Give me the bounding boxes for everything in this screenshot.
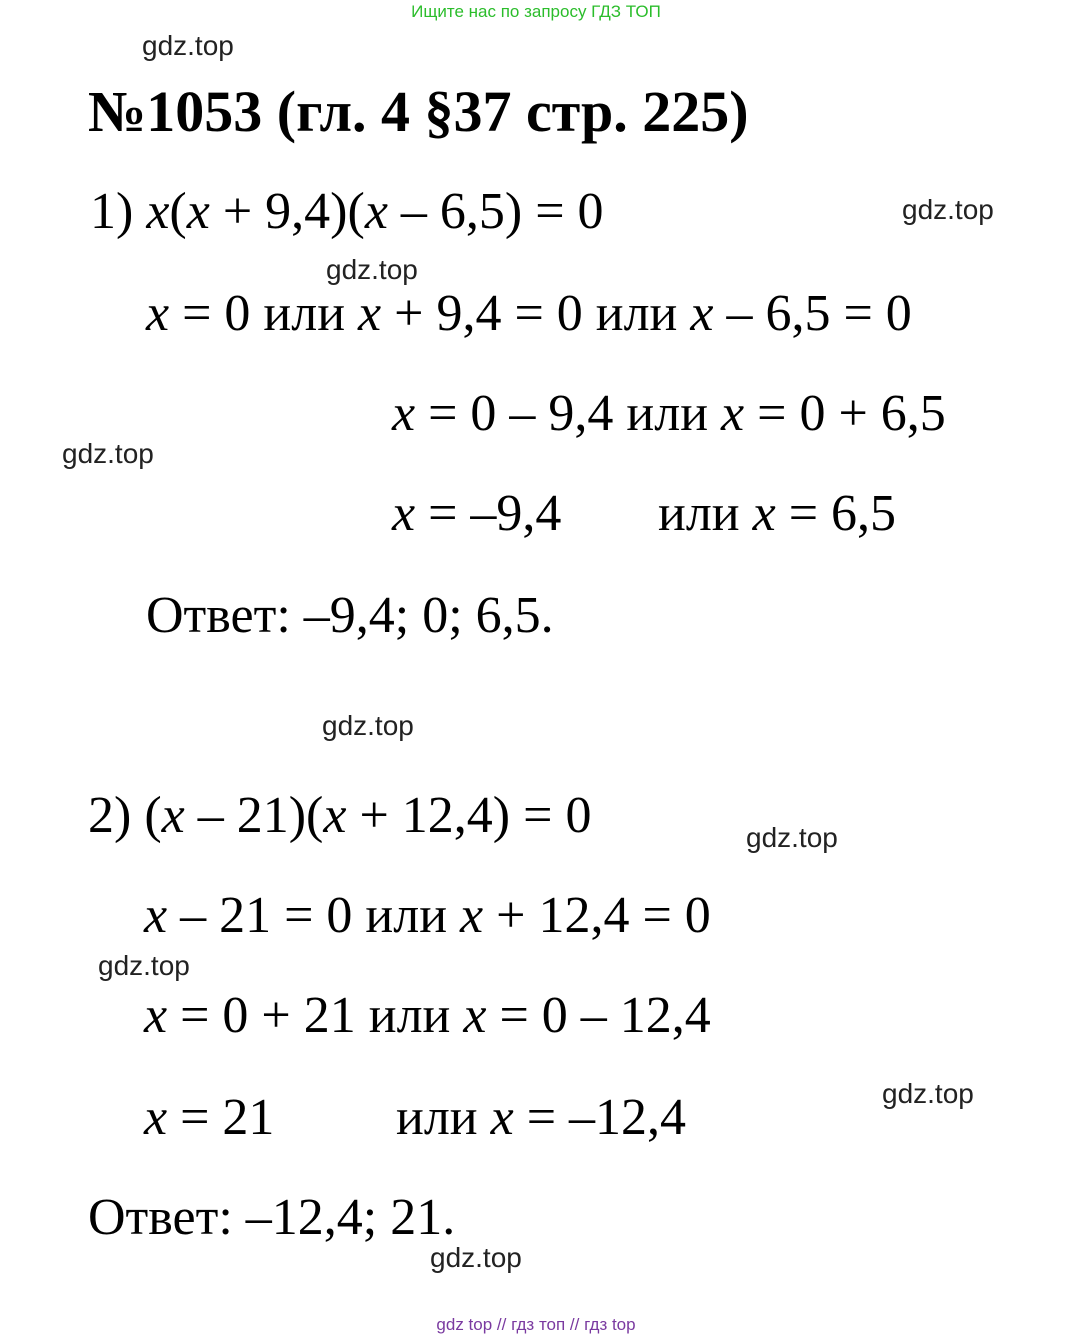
problem-title: №1053 (гл. 4 §37 стр. 225)	[88, 79, 749, 144]
watermark: gdz.top	[322, 710, 414, 741]
part1-step3-left: x = –9,4	[392, 485, 562, 542]
part2-answer: Ответ: –12,4; 21.	[88, 1189, 456, 1246]
part1-step1: x = 0 или x + 9,4 = 0 или x – 6,5 = 0	[146, 285, 912, 342]
watermark: gdz.top	[430, 1242, 522, 1273]
watermark: gdz.top	[98, 950, 190, 981]
part1-step3-right: или x = 6,5	[658, 485, 897, 542]
part1-answer: Ответ: –9,4; 0; 6,5.	[146, 587, 554, 644]
watermark: gdz.top	[902, 194, 994, 225]
top-banner: Ищите нас по запросу ГДЗ ТОП	[411, 2, 661, 21]
watermark: gdz.top	[882, 1078, 974, 1109]
part2-step3-right: или x = –12,4	[396, 1089, 687, 1146]
part2-step1: x – 21 = 0 или x + 12,4 = 0	[144, 887, 711, 944]
part1-equation: 1) x(x + 9,4)(x – 6,5) = 0	[90, 183, 604, 240]
part2-step3-left: x = 21	[144, 1089, 275, 1146]
bottom-banner: gdz top // гдз топ // гдз top	[436, 1315, 636, 1334]
part2-equation: 2) (x – 21)(x + 12,4) = 0	[88, 787, 592, 844]
watermark: gdz.top	[142, 30, 234, 61]
watermark: gdz.top	[62, 438, 154, 469]
watermark: gdz.top	[746, 822, 838, 853]
part2-step2: x = 0 + 21 или x = 0 – 12,4	[144, 987, 711, 1044]
watermark: gdz.top	[326, 254, 418, 285]
part1-step2: x = 0 – 9,4 или x = 0 + 6,5	[392, 385, 946, 442]
